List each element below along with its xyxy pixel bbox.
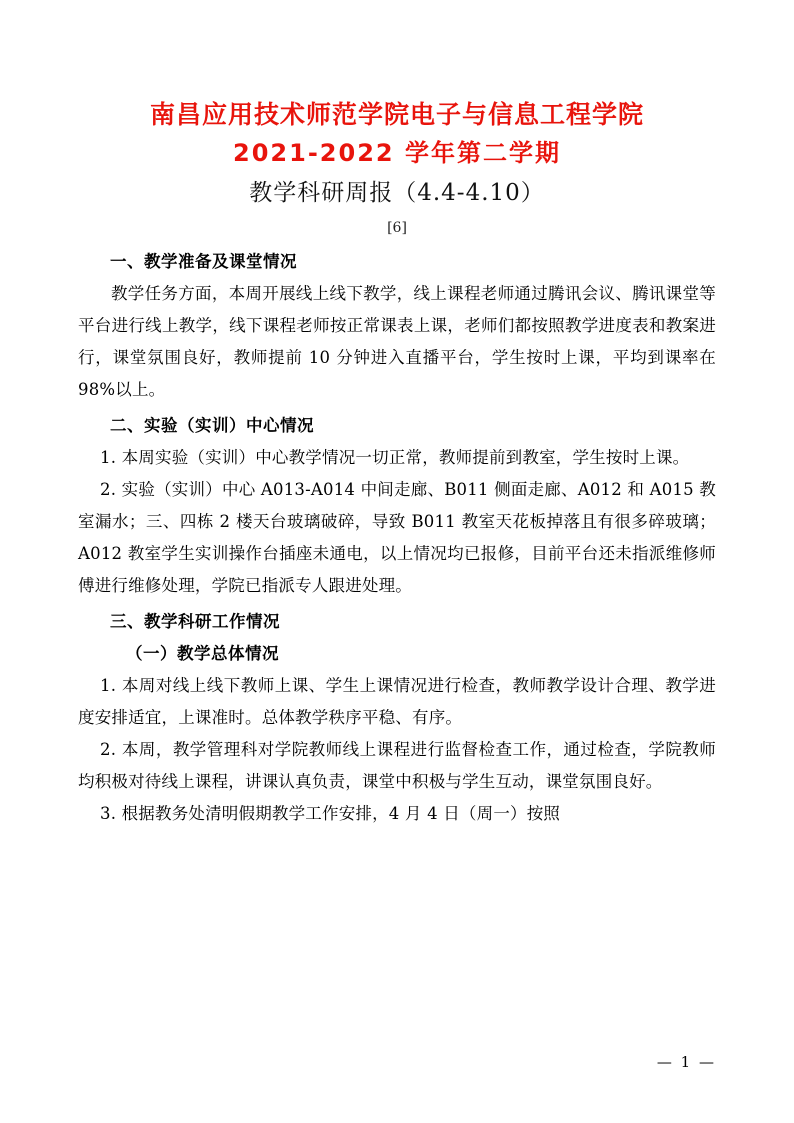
section-heading-1: 一、教学准备及课堂情况 (110, 252, 297, 271)
document-subtitle: 教学科研周报（4.4-4.10） (249, 180, 545, 206)
section-3-paragraph-3: 3. 根据教务处清明假期教学工作安排，4 月 4 日（周一）按照 (100, 804, 561, 823)
issue-number: [6] (387, 220, 407, 236)
title-line-1: 南昌应用技术师范学院电子与信息工程学院 (149, 100, 644, 129)
section-3-sub-heading: （一）教学总体情况 (126, 644, 279, 663)
section-1-paragraph-1: 教学任务方面，本周开展线上线下教学，线上课程老师通过腾讯会议、腾讯课堂等平台进行线上教学，线下课程老师按正常课表上课，老师们都按照教学进度表和教案进行，课堂氛围良好，教师提前 10 分钟进入直播平台，学生按时上课，平均到课率在 98%以上。 (78, 284, 716, 399)
page-footer: — 1 — (656, 1053, 716, 1071)
document-title-block (78, 96, 716, 212)
section-3-paragraph-1: 1. 本周对线上线下教师上课、学生上课情况进行检查，教师教学设计合理、教学进度安排适宜，上课准时。总体教学秩序平稳、有序。 (78, 676, 716, 727)
section-2-paragraph-2: 2. 实验（实训）中心 A013-A014 中间走廊、B011 侧面走廊、A012 和 A015 教室漏水；三、四栋 2 楼天台玻璃破碎，导致 B011 教室天花板掉落且有很多碎玻璃；A012 教室学生实训操作台插座未通电，以上情况均已报修，目前平台还未指派维修师傅进行维修处理，学院已指派专人跟进处理。 (78, 480, 716, 595)
title-line-2: 2021-2022 学年第二学期 (233, 139, 561, 167)
section-3-paragraph-2: 2. 本周，教学管理科对学院教师线上课程进行监督检查工作，通过检查，学院教师均积极对待线上课程，讲课认真负责，课堂中积极与学生互动，课堂氛围良好。 (78, 740, 716, 791)
section-2-paragraph-1: 1. 本周实验（实训）中心教学情况一切正常，教师提前到教室，学生按时上课。 (100, 448, 690, 467)
section-heading-3: 三、教学科研工作情况 (110, 612, 280, 631)
section-heading-2: 二、实验（实训）中心情况 (110, 416, 314, 435)
